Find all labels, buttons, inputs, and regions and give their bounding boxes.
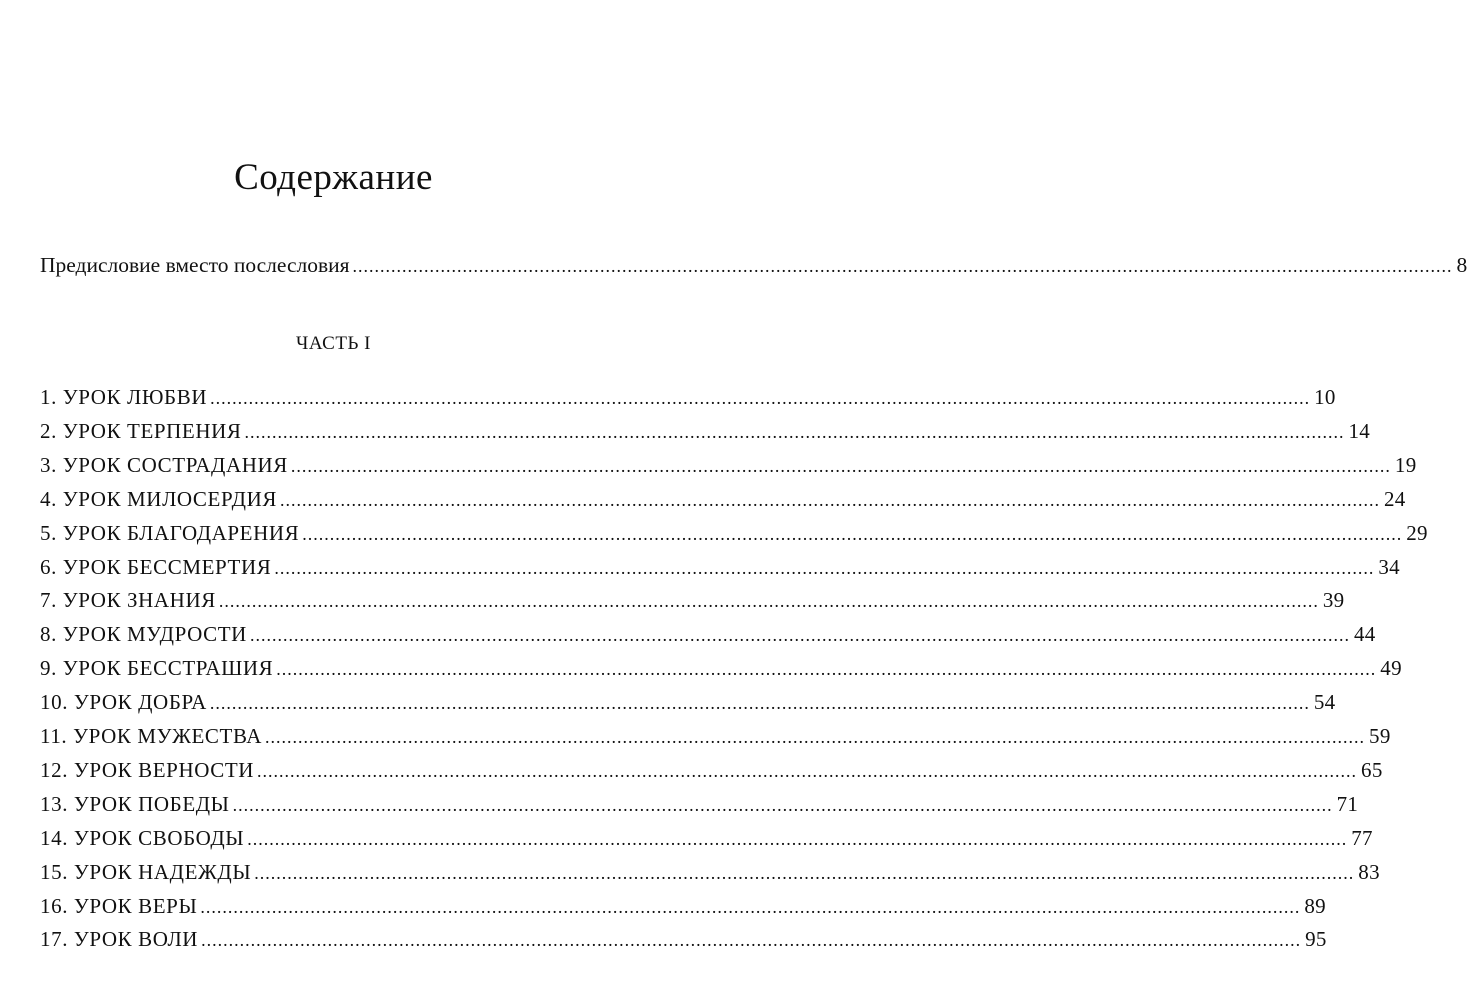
toc-entry-page: 34 [1378,554,1400,579]
dot-leader: ........................................................................................................................................................................................................ [209,693,1310,714]
toc-entry-label: 4. УРОК МИЛОСЕРДИЯ [40,486,277,511]
toc-entry-page: 65 [1361,757,1383,782]
toc-entry-label: 1. УРОК ЛЮБВИ [40,385,208,409]
toc-entry-chapter [40,687,1336,718]
dot-leader: ........................................................................................................................................................................................................ [265,727,1366,747]
toc-entry-page: 14 [1348,418,1371,443]
dot-leader: ........................................................................................................................................................................................................ [352,256,1453,276]
toc-entry-chapter [40,789,1359,820]
toc-entry-page: 59 [1369,724,1391,748]
toc-entry-label: 7. УРОК ЗНАНИЯ [40,588,216,613]
toc-entry-label: 2. УРОК ТЕРПЕНИЯ [40,418,242,443]
toc-entry-preface [40,250,1467,281]
toc-entry-label: 9. УРОК БЕССТРАШИЯ [40,656,274,681]
dot-leader: ........................................................................................................................................................................................................ [302,523,1403,544]
toc-entry-page: 71 [1336,791,1359,816]
page-title: Содержание [234,157,433,198]
toc-entry-label: 8. УРОК МУДРОСТИ [40,622,247,647]
toc-entry-label: 10. УРОК ДОБРА [40,690,207,715]
dot-leader: ........................................................................................................................................................................................................ [290,455,1391,476]
toc-entry-label: 3. УРОК СОСТРАДАНИЯ [40,452,288,477]
toc-entry-chapter [40,891,1326,922]
toc-entry-label: Предисловие вместо послесловия [40,253,350,277]
toc-entry-chapter [40,823,1373,854]
dot-leader: ........................................................................................................................................................................................................ [249,625,1350,646]
dot-leader: ........................................................................................................................................................................................................ [201,930,1302,951]
toc-entry-page: 19 [1394,452,1417,477]
toc-entry-page: 10 [1314,385,1336,409]
toc-entry-page: 83 [1358,859,1380,884]
toc-entry-chapter [40,721,1391,752]
toc-entry-label: 15. УРОК НАДЕЖДЫ [40,859,252,884]
dot-leader: ........................................................................................................................................................................................................ [254,862,1355,883]
toc-entry-label: 6. УРОК БЕССМЕРТИЯ [40,554,272,579]
toc-entry-page: 8 [1456,253,1467,277]
toc-entry-chapter [40,755,1383,786]
dot-leader: ........................................................................................................................................................................................................ [210,388,1311,408]
dot-leader: ........................................................................................................................................................................................................ [218,591,1319,612]
toc-entry-page: 39 [1322,588,1345,613]
toc-entry-label: 5. УРОК БЛАГОДАРЕНИЯ [40,520,300,545]
dot-leader: ........................................................................................................................................................................................................ [279,489,1380,510]
toc-entry-page: 49 [1380,656,1402,681]
toc-entry-chapter [40,416,1371,447]
toc-entry-chapter [40,484,1406,515]
dot-leader: ........................................................................................................................................................................................................ [257,760,1358,781]
dot-leader: ........................................................................................................................................................................................................ [244,421,1345,442]
dot-leader: ........................................................................................................................................................................................................ [232,794,1333,815]
toc-entry-chapter [40,619,1376,650]
toc-entry-label: 17. УРОК ВОЛИ [40,927,199,952]
toc-entry-page: 29 [1406,520,1428,545]
toc-entry-chapter [40,924,1327,955]
toc-entry-page: 44 [1353,622,1376,647]
toc-entry-chapter [40,552,1400,583]
toc-entry-page: 95 [1305,927,1327,952]
toc-entry-chapter [40,653,1402,684]
toc-entry-chapter [40,857,1380,888]
toc-entry-page: 54 [1313,690,1336,715]
toc-entry-chapter [40,450,1417,481]
toc-entry-chapter [40,585,1345,616]
toc-entry-label: 13. УРОК ПОБЕДЫ [40,791,230,816]
toc-entry-chapter [40,382,1336,413]
dot-leader: ........................................................................................................................................................................................................ [274,557,1375,578]
toc-entry-chapter [40,518,1428,549]
part-heading: ЧАСТЬ I [296,333,371,354]
toc-entry-label: 14. УРОК СВОБОДЫ [40,825,245,850]
dot-leader: ........................................................................................................................................................................................................ [276,659,1377,680]
toc-entry-page: 89 [1304,893,1326,918]
toc-entry-label: 11. УРОК МУЖЕСТВА [40,724,263,748]
dot-leader: ........................................................................................................................................................................................................ [200,896,1301,917]
toc-entry-label: 16. УРОК ВЕРЫ [40,893,198,918]
toc-entry-page: 24 [1383,486,1406,511]
dot-leader: ........................................................................................................................................................................................................ [247,828,1348,849]
toc-entry-label: 12. УРОК ВЕРНОСТИ [40,757,255,782]
toc-entry-page: 77 [1351,825,1373,850]
